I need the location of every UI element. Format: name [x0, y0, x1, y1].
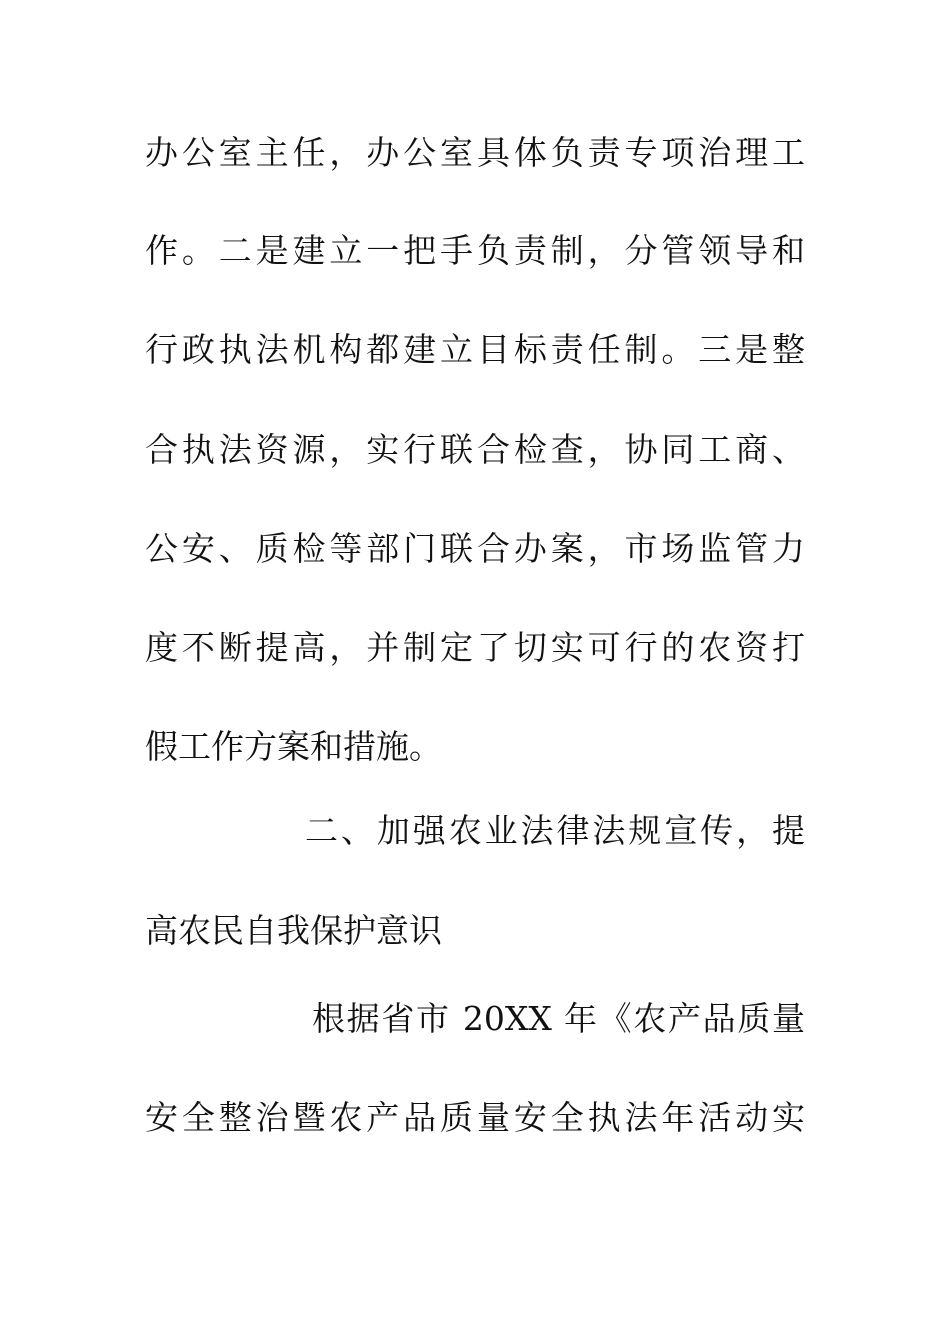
section-heading-line: 二、加强农业法律法规宣传，提 [305, 811, 805, 850]
body-text-line: 根据省市 20XX 年《农产品质量 [312, 999, 805, 1038]
body-text-line: 公安、质检等部门联合办案，市场监管力 [145, 529, 805, 568]
body-text-line: 假工作方案和措施。 [145, 727, 442, 766]
body-text-line: 合执法资源，实行联合检查，协同工商、 [145, 430, 805, 469]
body-text-line: 安全整治暨农产品质量安全执法年活动实 [145, 1098, 805, 1137]
section-heading-line: 高农民自我保护意识 [145, 911, 442, 950]
body-text-line: 办公室主任，办公室具体负责专项治理工 [145, 133, 805, 172]
body-text-line: 度不断提高，并制定了切实可行的农资打 [145, 628, 805, 667]
body-text-line: 行政执法机构都建立目标责任制。三是整 [145, 330, 805, 369]
body-text-line: 作。二是建立一把手负责制，分管领导和 [145, 231, 805, 270]
